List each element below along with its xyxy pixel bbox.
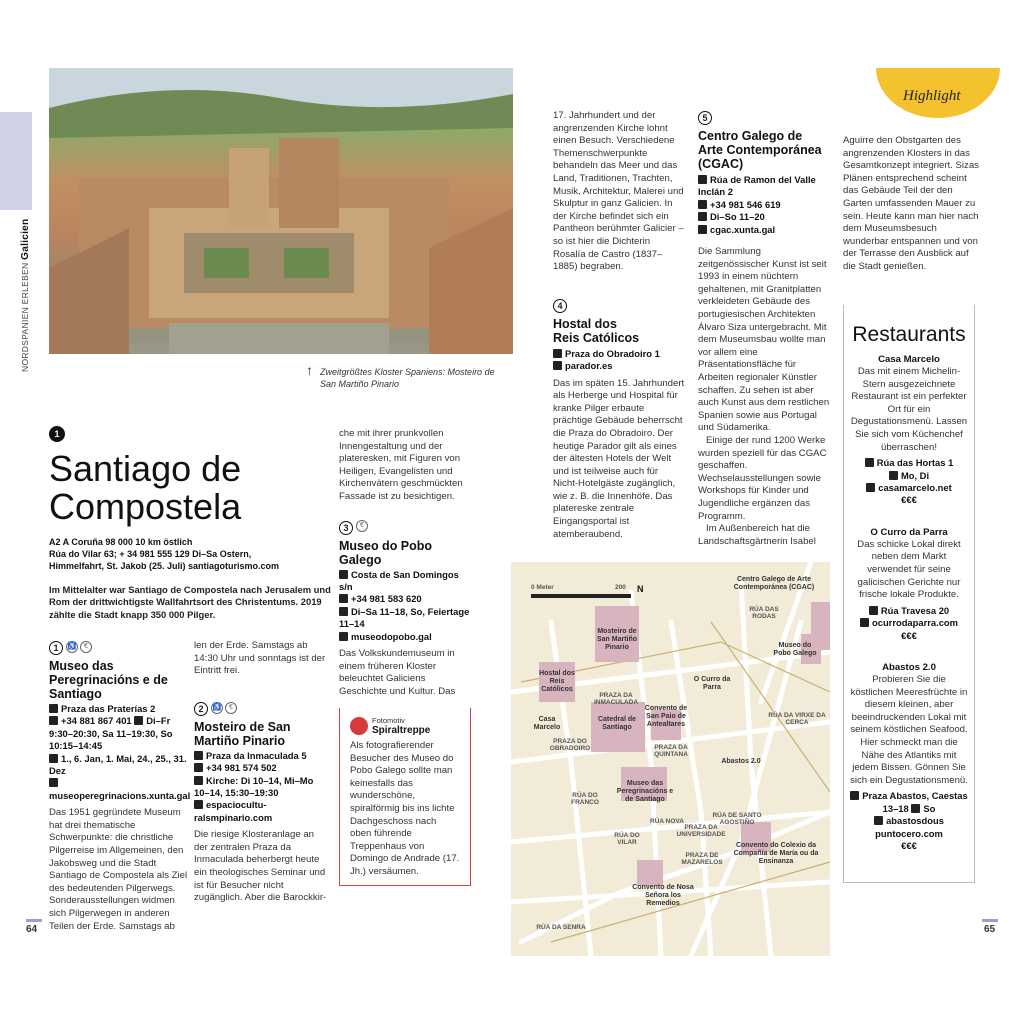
map-street-universidade: PRAZA DA UNIVERSIDADE	[676, 824, 726, 838]
map-street-mazarelos: PRAZA DE MAZARELOS	[681, 852, 723, 866]
column-6	[843, 135, 979, 274]
map-place-catedral[interactable]: Catedral de Santiago	[597, 716, 637, 731]
restaurant-1-link[interactable]: casamarcelo.net	[878, 481, 952, 493]
web-icon	[698, 225, 707, 234]
entry-1-title: Museo das Peregrinacións e de Santiago	[49, 659, 168, 701]
price-rating: €€€	[901, 839, 917, 851]
entry-3-info: Costa de San Domingos s/n +34 981 583 620 Di–Sa 11–18, So, Feiertage 11–14 museodopobo.gal	[339, 568, 470, 642]
highlight-badge	[876, 68, 1000, 118]
restaurant-3: Abastos 2.0 Probieren Sie die köstlichen Meeresfrüchte in diesem kleinen, aber beeindruckenden Lokal mit seinem köstlichen Seafood. Hier schmeckt man die Nähe des Atlantiks mit jedem Bissen. Gönnen Sie sich ein Degustationsmenü. Praza Abastos, Caestas 13–18 So abastosdous puntocero.com €€€	[850, 661, 968, 851]
entry-4-link[interactable]: parador.es	[565, 360, 613, 372]
side-label	[20, 219, 31, 372]
photo-caption: ↑ Zweitgrößtes Kloster Spaniens: Mosteiro de San Martiño Pinario	[306, 362, 495, 389]
side-tab	[0, 112, 32, 210]
page-number-right: 65	[984, 924, 996, 935]
address-icon	[49, 704, 58, 713]
map-street-santo-agostino: RÚA DE SANTO AGOSTIÑO	[712, 812, 762, 826]
entry-3-number: 3	[339, 521, 353, 535]
map-place-colexio[interactable]: Convento do Colexio da Compañía de María ou da Ensinanza	[733, 842, 819, 865]
intro-text: Im Mittelalter war Santiago de Compostela nach Jerusalem und Rom der drittwichtigste Wallfahrtsort des Christentums. 2019 zählte die Stadt knapp 350 000 Pilger.	[49, 584, 331, 620]
clock-icon	[339, 607, 348, 616]
column-3-continued-text: che mit ihrer prunkvollen Innengestaltung und der plateresken, mit Figuren von Heiligen, Evangelisten und Kirchenvätern geschmückten Fassade ist zu besichtigen.	[339, 428, 463, 502]
map-place-antealtares[interactable]: Convento de San Paio de Antealtares	[644, 705, 688, 728]
web-icon	[194, 800, 203, 809]
photo-motif-label: Fotomotiv	[372, 716, 405, 725]
entry-3-text: Das Volkskundemuseum in einem früheren Kloster beleuchtet Galiciens Geschichte und Kultur. Das	[339, 648, 456, 697]
map-place-mosteiro[interactable]: Mosteiro de San Martiño Pinario	[596, 628, 638, 651]
entry-5-info: Rúa de Ramon del Valle Inclán 2 +34 981 546 619 Di–So 11–20 cgac.xunta.gal	[698, 174, 816, 235]
map-scale-left: 0 Meter	[531, 584, 554, 591]
photo-motif-box	[339, 708, 471, 886]
web-icon	[49, 778, 58, 787]
camera-spot-icon	[350, 717, 368, 735]
restaurant-3-link[interactable]: abastosdous puntocero.com	[875, 815, 944, 839]
region-label: Galicien	[20, 218, 31, 260]
highlight-label: Highlight	[903, 88, 961, 104]
address-icon	[194, 751, 203, 760]
phone-icon	[698, 200, 707, 209]
clock-icon	[698, 212, 707, 221]
entry-5-link[interactable]: cgac.xunta.gal	[710, 223, 776, 235]
address-icon	[553, 349, 562, 358]
closed-icon	[49, 754, 58, 763]
entry-4	[553, 296, 685, 542]
map-street-senra: RÚA DA SENRA	[536, 924, 586, 931]
web-icon	[339, 632, 348, 641]
entry-1	[49, 638, 189, 933]
page-number-left: 64	[26, 924, 38, 935]
main-number: 1	[49, 426, 65, 442]
map-street-virxe-cerca: RÚA DA VIRXE DA CERCA	[768, 712, 826, 726]
address-icon	[869, 606, 878, 615]
photo-motif-title: Spiraltreppe	[372, 725, 431, 736]
restaurants-box	[843, 305, 975, 883]
map-street-nova: RÚA NOVA	[650, 818, 684, 825]
photo-illustration	[49, 68, 513, 354]
price-rating: €€€	[901, 629, 917, 641]
page-number-left-bar	[26, 919, 42, 922]
map-place-curro[interactable]: O Curro da Parra	[693, 676, 731, 691]
web-icon	[860, 618, 869, 627]
map-place-hostal[interactable]: Hostal dos Reis Católicos	[539, 670, 575, 693]
ticket-icon: €	[80, 641, 92, 653]
entry-4-title: Hostal dos Reis Católicos	[553, 316, 640, 345]
address-icon	[850, 791, 859, 800]
map-north: N	[637, 584, 644, 594]
accessible-icon: ♿	[66, 641, 78, 653]
entry-1-number: 1	[49, 641, 63, 655]
restaurants-heading: Restaurants	[852, 323, 966, 346]
entry-5-number: 5	[698, 111, 712, 125]
entry-1-text: Das 1951 gegründete Museum hat drei thematische Schwerpunkte: die christliche Pilgerreise im Allgemeinen, den Jakobsweg und die Stadt Santiago de Compostela als Ziel des bedeutenden Pilgerwegs. Sonderausstellungen widmen sich Pilgerwegen in anderen Teilen der Erde. Samstags ab	[49, 807, 188, 932]
web-icon	[553, 361, 562, 370]
entry-1-link[interactable]: museoperegrinacions.xunta.gal	[49, 789, 191, 801]
entry-3-link[interactable]: museodopobo.gal	[351, 630, 432, 642]
main-entry	[49, 424, 333, 621]
map-scale-right: 200	[615, 584, 626, 591]
closed-icon	[889, 471, 898, 480]
entry-2-info: Praza da Inmaculada 5 +34 981 574 502 Kirche: Di 10–14, Mi–Mo 10–14, 15:30–19:30 espacioculturalsmpinario.com	[194, 749, 314, 823]
column-2-continued-text: len der Erde. Samstags ab 14:30 Uhr und sonntags ist der Eintritt frei.	[194, 640, 326, 677]
entry-5-title: Centro Galego de Arte Contemporánea (CGAC)	[698, 129, 822, 171]
entry-4-text: Das im späten 15. Jahrhundert als Herberge und Hospital für kranke Pilger erbaute prächtige Gebäude beherrscht die Praza do Obradoiro. Der heutige Parador gilt als eines der ältesten Hotels der Welt und ist teilweise auch für Nicht-Hotelgäste zugänglich, wie z. B. die Innenhöfe. Das platereske zentrale Eingangsportal ist atemberaubend.	[553, 377, 685, 540]
map-street-rodas: RÚA DAS RODAS	[749, 606, 779, 620]
entry-3	[339, 518, 471, 698]
map-place-pobo-galego[interactable]: Museo do Pobo Galego	[773, 642, 817, 657]
restaurant-2-link[interactable]: ocurrodaparra.com	[872, 617, 958, 629]
web-icon	[874, 816, 883, 825]
phone-icon	[194, 763, 203, 772]
arrow-up-icon: ↑	[306, 362, 313, 378]
photo-motif-text: Als fotografierender Besucher des Museo do Pobo Galego sollte man keinesfalls das wunderschöne, spiralförmig bis ins lichte Dachgeschoss nach oben führende Treppenhaus von Domingo de Andrade (17. Jh.) versäumen.	[350, 740, 460, 877]
restaurant-2: O Curro da Parra Das schicke Lokal direkt neben dem Markt verwendet für seine galicischen Gerichte nur frische lokale Produkte. Rúa Travesa 20 ocurrodaparra.com €€€	[850, 527, 968, 642]
column-2	[194, 640, 328, 905]
map-street-franco: RÚA DO FRANCO	[571, 792, 599, 806]
highlight-text: Aguirre den Obstgarten des angrenzenden Klosters in das Gesamtkonzept integriert. Sizas Plänen entsprechend scheint das Gebäude Teil der den Garten umfassenden Mauer zu sein. Heute kann man hier nach dem Museumsbesuch wunderbar entspannen und von der Terrasse den Ausblick auf die Stadt genießen.	[843, 135, 979, 272]
map-place-cgac[interactable]: Centro Galego de Arte Contemporánea (CGAC)	[733, 576, 815, 591]
column-4-continued-text: 17. Jahrhundert und der angrenzenden Kirche lohnt einen Besuch. Verschiedene Themenschwerpunkte behandeln das Meer und das Land, Traditionen, Trachten, Musik, Architektur, Malerei und Skulptur in ganz Galicien. In der Kirche befindet sich ein Pantheon berühmter Galicier – so ist hier die Dichterin Rosalía de Castro (1837–1885) begraben.	[553, 110, 684, 273]
section-label: NORDSPANIEN ERLEBEN	[20, 262, 30, 372]
clock-icon	[134, 716, 143, 725]
ticket-icon: €	[356, 520, 368, 532]
column-4	[553, 110, 685, 541]
map-street-obradoiro: PRAZA DO OBRADOIRO	[549, 738, 591, 752]
ticket-icon: €	[225, 702, 237, 714]
city-map	[511, 562, 830, 956]
entry-1-info: Praza das Praterías 2 +34 881 867 401 Di–Fr 9:30–20:30, Sa 11–19:30, So 10:15–14:45 1., 6. Jan, 1. Mai, 24., 25., 31. Dez museoperegrinacions.xunta.gal	[49, 703, 191, 801]
phone-icon	[339, 594, 348, 603]
accessible-icon: ♿	[211, 702, 223, 714]
entry-2-text: Die riesige Klosteranlage an der zentralen Praza da Inmaculada beherbergt heute ein theologisches Seminar und ist für Besucher nicht zugänglich. Aber die Barockkir-	[194, 829, 327, 904]
phone-icon	[49, 716, 58, 725]
map-street-quintana: PRAZA DA QUINTANA	[654, 744, 688, 758]
closed-icon	[911, 804, 920, 813]
map-place-abastos[interactable]: Abastos 2.0	[721, 758, 761, 765]
column-3	[339, 428, 471, 886]
entry-4-number: 4	[553, 299, 567, 313]
page-number-right-bar	[982, 919, 998, 922]
entry-3-title: Museo do Pobo Galego	[339, 538, 433, 567]
restaurant-1: Casa Marcelo Das mit einem Michelin-Stern ausgezeichnete Restaurant ist ein perfekter Ort für ein Degustationsmenü. Lassen Sie sich vom Küchenchef überraschen! Rúa das Hortas 1 Mo, Di casamarcelo.net €€€	[850, 354, 968, 506]
page-title: Santiago de Compostela	[49, 448, 242, 527]
map-street-inmaculada: PRAZA DA INMACULADA	[593, 692, 639, 706]
address-icon	[339, 570, 348, 579]
entry-5-text: Die Sammlung zeitgenössischer Kunst ist seit 1993 in einem nüchtern gehaltenen, mit Granitplatten verkleideten Gebäude des portugiesischen Architekten Álvaro Siza untergebracht. Mit dem Museumsbau wollte man vor allem eine Präsentationsfläche für Arbeiten regionaler Künstler schaffen. Zu sehen ist aber auch Kunst aus dem restlichen Spanien sowie aus Portugal und Südamerika. Einige der rund 1200 Werke wurden speziell für das CGAC geschaffen. Wechselausstellungen sowie Workshops für Kinder und Jugendliche ergänzen das Programm. Im Außenbereich hat die Landschaftsgärtnerin Isabel	[698, 246, 830, 547]
address-icon	[698, 175, 707, 184]
entry-2	[194, 699, 328, 905]
map-place-casa-marcelo[interactable]: Casa Marcelo	[533, 716, 561, 731]
main-info: A2 A Coruña 98 000 10 km östlich Rúa do Vilar 63; + 34 981 555 129 Di–Sa Ostern, Himmelfahrt, St. Jakob (25. Juli) santiagoturismo.com	[49, 537, 280, 571]
entry-2-title: Mosteiro de San Martiño Pinario	[194, 719, 291, 748]
entry-4-info: Praza do Obradoiro 1 parador.es	[553, 348, 685, 373]
entry-2-link[interactable]: espacioculturalsmpinario.com	[194, 799, 273, 823]
column-5	[698, 108, 830, 548]
price-rating: €€€	[901, 494, 917, 506]
web-icon	[866, 483, 875, 492]
cover-photo	[49, 68, 513, 354]
entry-2-number: 2	[194, 702, 208, 716]
map-place-peregrinacions[interactable]: Museo das Peregrinacións e de Santiago	[616, 780, 674, 803]
address-icon	[865, 458, 874, 467]
map-street-vilar: RÚA DO VILAR	[614, 832, 640, 846]
map-place-remedios[interactable]: Convento de Nosa Señora los Remedios	[632, 884, 694, 907]
clock-icon	[194, 776, 203, 785]
